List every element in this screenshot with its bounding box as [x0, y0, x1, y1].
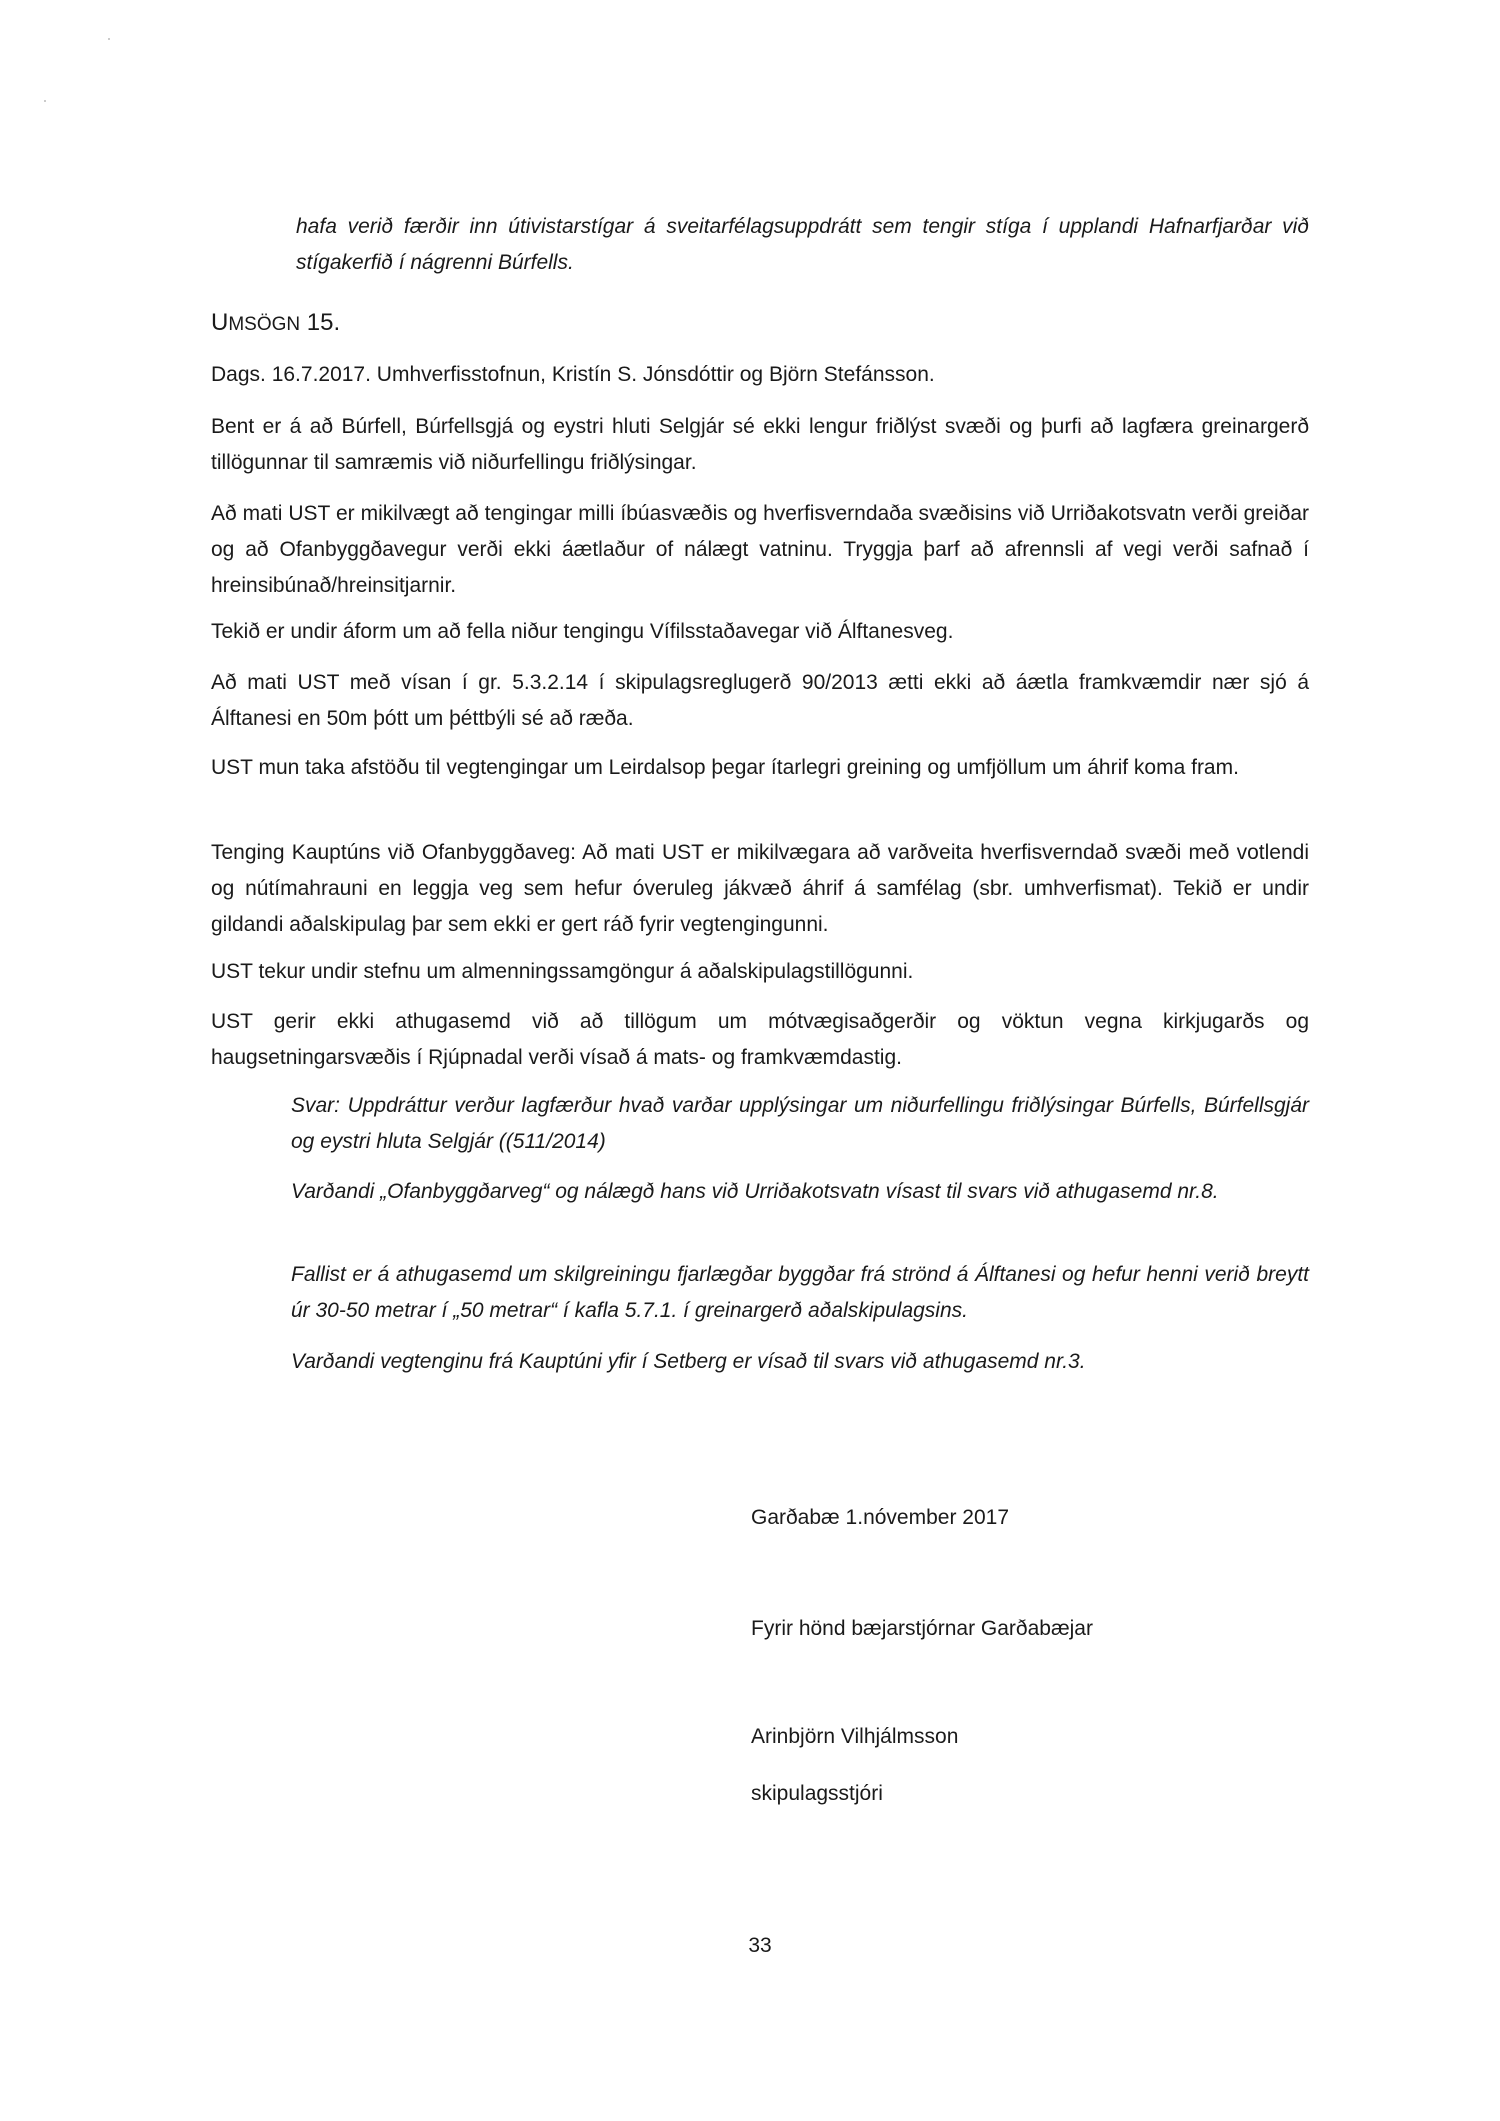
signature-on-behalf: Fyrir hönd bæjarstjórnar Garðabæjar — [751, 1617, 1093, 1640]
answer-paragraph: Fallist er á athugasemd um skilgreiningu fjarlægðar byggðar frá strönd á Álftanesi og hefur henni verið breytt úr 30-50 metrar í „50 metrar“ í kafla 5.7.1. í greinargerð aðalskipulagsins. — [291, 1263, 1309, 1322]
signature-name: Arinbjörn Vilhjálmsson — [751, 1725, 959, 1748]
answer-paragraph: Varðandi „Ofanbyggðarveg“ og nálægð hans við Urriðakotsvatn vísast til svars við athugasemd nr.8. — [291, 1180, 1219, 1203]
paragraph: Tekið er undir áform um að fella niður tengingu Vífilsstaðavegar við Álftanesveg. — [211, 620, 954, 643]
heading-initial: U — [211, 309, 229, 336]
continuation-paragraph: hafa verið færðir inn útivistarstígar á sveitarfélagsuppdrátt sem tengir stíga í upplandi Hafnarfjarðar við stígakerfið í nágrenni Búrfells. — [296, 215, 1309, 274]
scan-speck — [44, 100, 46, 102]
paragraph: Að mati UST er mikilvægt að tengingar milli íbúasvæðis og hverfisverndaða svæðisins við Urriðakotsvatn verði greiðar og að Ofanbyggðavegur verði ekki áætlaður of nálægt vatninu. Tryggja þarf að afrennsli af vegi verði safnað í hreinsibúnað/hreinsitjarnir. — [211, 502, 1309, 597]
answer-paragraph: Svar: Uppdráttur verður lagfærður hvað varðar upplýsingar um niðurfellingu friðlýsingar Búrfells, Búrfellsgjár og eystri hluta Selgjár ((511/2014) — [291, 1094, 1309, 1153]
paragraph: Bent er á að Búrfell, Búrfellsgjá og eystri hluti Selgjár sé ekki lengur friðlýst svæði og þurfi að lagfæra greinargerð tillögunnar til samræmis við niðurfellingu friðlýsingar. — [211, 415, 1309, 474]
section-heading — [211, 309, 340, 337]
page-number: 33 — [748, 1934, 772, 1957]
heading-rest: MSÖGN — [228, 314, 301, 335]
scan-speck — [108, 38, 110, 40]
paragraph: UST mun taka afstöðu til vegtengingar um Leirdalsop þegar ítarlegri greining og umfjöllum um áhrif koma fram. — [211, 756, 1239, 779]
paragraph: Tenging Kauptúns við Ofanbyggðaveg: Að mati UST er mikilvægara að varðveita hverfisverndað svæði með votlendi og nútímahrauni en leggja veg sem hefur óveruleg jákvæð áhrif á samfélag (sbr. umhverfismat). Tekið er undir gildandi aðalskipulag þar sem ekki er gert ráð fyrir vegtengingunni. — [211, 841, 1309, 936]
signature-title: skipulagsstjóri — [751, 1782, 883, 1805]
answer-paragraph: Varðandi vegtenginu frá Kauptúni yfir í Setberg er vísað til svars við athugasemd nr.3. — [291, 1350, 1086, 1373]
date-line: Dags. 16.7.2017. Umhverfisstofnun, Kristín S. Jónsdóttir og Björn Stefánsson. — [211, 363, 935, 386]
paragraph: Að mati UST með vísan í gr. 5.3.2.14 í skipulagsreglugerð 90/2013 ætti ekki að áætla framkvæmdir nær sjó á Álftanesi en 50m þótt um þéttbýli sé að ræða. — [211, 671, 1309, 730]
signature-place-date: Garðabæ 1.nóvember 2017 — [751, 1506, 1009, 1529]
heading-number: 15. — [306, 309, 341, 336]
paragraph: UST gerir ekki athugasemd við að tillögum um mótvægisaðgerðir og vöktun vegna kirkjugarðs og haugsetningarsvæðis í Rjúpnadal verði vísað á mats- og framkvæmdastig. — [211, 1010, 1309, 1069]
paragraph: UST tekur undir stefnu um almenningssamgöngur á aðalskipulagstillögunni. — [211, 960, 914, 983]
